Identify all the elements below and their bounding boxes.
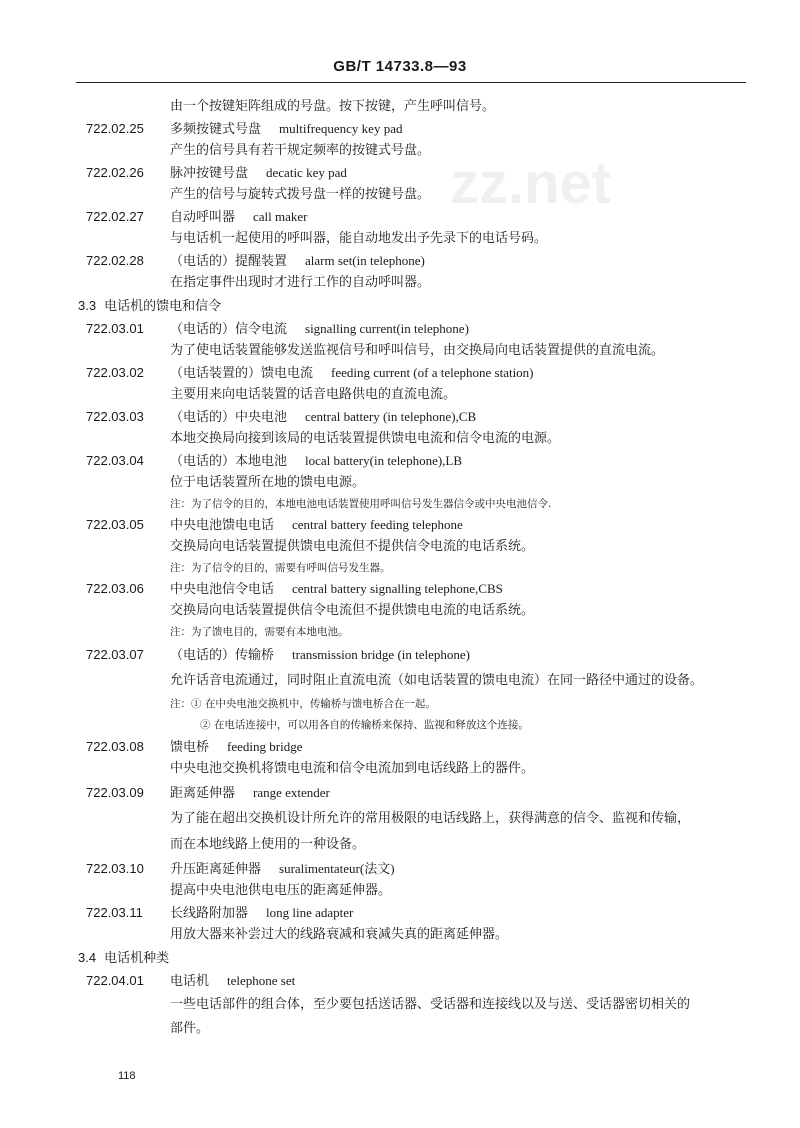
entry-english: telephone set [227, 973, 296, 988]
section-title: 电话机的馈电和信令 [104, 299, 222, 314]
entry-term: 多频按键式号盘 [170, 122, 262, 137]
entry-note: 注：为了信令的目的，本地电池电话装置使用呼叫信号发生器信令或中央电池信令. [170, 498, 552, 510]
entry-heading [78, 450, 748, 472]
entry-definition-continued: 部件。 [170, 1021, 210, 1036]
entry-definition: 产生的信号具有若干规定频率的按键式号盘。 [170, 143, 431, 158]
section-heading [78, 946, 748, 970]
page-number: 118 [118, 1070, 136, 1082]
entry-term: （电话的）提醒装置 [170, 254, 288, 269]
entry-definition: 用放大器来补尝过大的线路衰减和衰减失真的距离延伸器。 [170, 927, 509, 942]
entry-heading [78, 118, 748, 140]
entry-english: transmission bridge (in telephone) [292, 647, 471, 662]
entry-number: 722.03.06 [86, 581, 144, 596]
entry-number: 722.03.01 [86, 321, 144, 336]
entry-heading [78, 736, 748, 758]
section-heading [78, 294, 748, 318]
entry-heading [78, 162, 748, 184]
entry-english: range extender [253, 785, 330, 800]
entry-term: （电话的）本地电池 [170, 454, 288, 469]
section-title: 电话机种类 [104, 951, 170, 966]
entry-number: 722.03.05 [86, 517, 144, 532]
entry-note: 注：为了馈电目的，需要有本地电池。 [170, 626, 349, 638]
entry-number: 722.03.10 [86, 861, 144, 876]
watermark: zz.net [450, 151, 612, 216]
entry-number: 722.03.08 [86, 739, 144, 754]
entry-definition: 允许话音电流通过，同时阻止直流电流（如电话装置的馈电电流）在同一路径中通过的设备。 [170, 673, 704, 688]
entry-term: 中央电池信令电话 [170, 582, 275, 597]
entry-term: 脉冲按键号盘 [170, 166, 249, 181]
entry-term: （电话的）信令电流 [170, 322, 288, 337]
entry-number: 722.02.28 [86, 253, 144, 268]
entry-definition: 为了使电话装置能够发送监视信号和呼叫信号，由交换局向电话装置提供的直流电流。 [170, 343, 665, 358]
entry-definition: 本地交换局向接到该局的电话装置提供馈电电流和信令电流的电源。 [170, 431, 561, 446]
entry-heading [78, 858, 748, 880]
entry-note: 注：① 在中央电池交换机中，传输桥与馈电桥合在一起。 [170, 698, 436, 710]
entry-english: feeding bridge [227, 739, 303, 754]
entry-definition: 在指定事件出现时才进行工作的自动呼叫器。 [170, 275, 431, 290]
entry-note: ② 在电话连接中，可以用各自的传输桥来保持、监视和释放这个连接。 [200, 719, 529, 731]
entry-term: 长线路附加器 [170, 906, 249, 921]
entry-definition: 产生的信号与旋转式拨号盘一样的按键号盘。 [170, 187, 431, 202]
entry-heading [78, 970, 748, 992]
entry-number: 722.03.02 [86, 365, 144, 380]
entry-definition: 中央电池交换机将馈电电流和信令电流加到电话线路上的器件。 [170, 761, 535, 776]
entry-term: （电话的）传输桥 [170, 648, 275, 663]
entry-english: signalling current(in telephone) [305, 321, 469, 336]
entry-english: suralimentateur(法文) [279, 861, 395, 876]
entry-english: local battery(in telephone),LB [305, 453, 463, 468]
entry-heading [78, 514, 748, 536]
section-number: 3.4 [78, 950, 97, 965]
entry-number: 722.04.01 [86, 973, 144, 988]
entry-term: 中央电池馈电电话 [170, 518, 275, 533]
entry-english: central battery signalling telephone,CBS [292, 581, 503, 596]
entry-english: decatic key pad [266, 165, 347, 180]
entry-definition: 与电话机一起使用的呼叫器，能自动地发出予先录下的电话号码。 [170, 231, 548, 246]
entry-term: （电话装置的）馈电电流 [170, 366, 314, 381]
entry-definition: 提高中央电池供电电压的距离延伸器。 [170, 883, 392, 898]
entry-definition: 为了能在超出交换机设计所允许的常用极限的电话线路上，获得满意的信令、监视和传输， [170, 811, 691, 826]
entry-term: 距离延伸器 [170, 786, 236, 801]
section-number: 3.3 [78, 298, 97, 313]
entry-definition: 一些电话部件的组合体，至少要包括送话器、受话器和连接线以及与送、受话器密切相关的 [170, 997, 691, 1012]
entry-english: central battery feeding telephone [292, 517, 463, 532]
entry-heading [78, 318, 748, 340]
page-header: GB/T 14733.8—93 [333, 58, 467, 75]
entry-heading [78, 406, 748, 428]
entry-heading [78, 642, 748, 668]
entry-heading [78, 250, 748, 272]
entry-english: alarm set(in telephone) [305, 253, 425, 268]
entry-term: 自动呼叫器 [170, 210, 236, 225]
entry-definition: 主要用来向电话装置的话音电路供电的直流电流。 [170, 387, 457, 402]
entry-heading [78, 578, 748, 600]
entry-note: 注：为了信令的目的，需要有呼叫信号发生器。 [170, 562, 391, 574]
entry-number: 722.03.04 [86, 453, 144, 468]
entry-definition-continued: 而在本地线路上使用的一种设备。 [170, 837, 366, 852]
entry-number: 722.02.27 [86, 209, 144, 224]
entry-term: 馈电桥 [170, 740, 210, 755]
document-body [78, 96, 748, 1040]
entry-definition: 交换局向电话装置提供馈电电流但不提供信令电流的电话系统。 [170, 539, 535, 554]
entry-english: feeding current (of a telephone station) [331, 365, 534, 380]
entry-term: （电话的）中央电池 [170, 410, 288, 425]
entry-english: multifrequency key pad [279, 121, 403, 136]
entry-number: 722.02.26 [86, 165, 144, 180]
entry-heading [78, 780, 748, 806]
entry-number: 722.03.07 [86, 647, 144, 662]
entry-number: 722.03.03 [86, 409, 144, 424]
header-rule [76, 82, 746, 83]
entry-heading [78, 206, 748, 228]
entry-heading [78, 902, 748, 924]
entry-number: 722.03.11 [86, 905, 143, 920]
entry-number: 722.02.25 [86, 121, 144, 136]
entry-heading [78, 362, 748, 384]
intro-line: 由一个按键矩阵组成的号盘。按下按键，产生呼叫信号。 [170, 99, 496, 114]
entry-definition: 位于电话装置所在地的馈电电源。 [170, 475, 366, 490]
entry-english: call maker [253, 209, 308, 224]
entry-term: 升压距离延伸器 [170, 862, 262, 877]
entry-english: long line adapter [266, 905, 354, 920]
entry-english: central battery (in telephone),CB [305, 409, 477, 424]
entry-definition: 交换局向电话装置提供信令电流但不提供馈电电流的电话系统。 [170, 603, 535, 618]
entry-number: 722.03.09 [86, 785, 144, 800]
entry-term: 电话机 [170, 974, 210, 989]
